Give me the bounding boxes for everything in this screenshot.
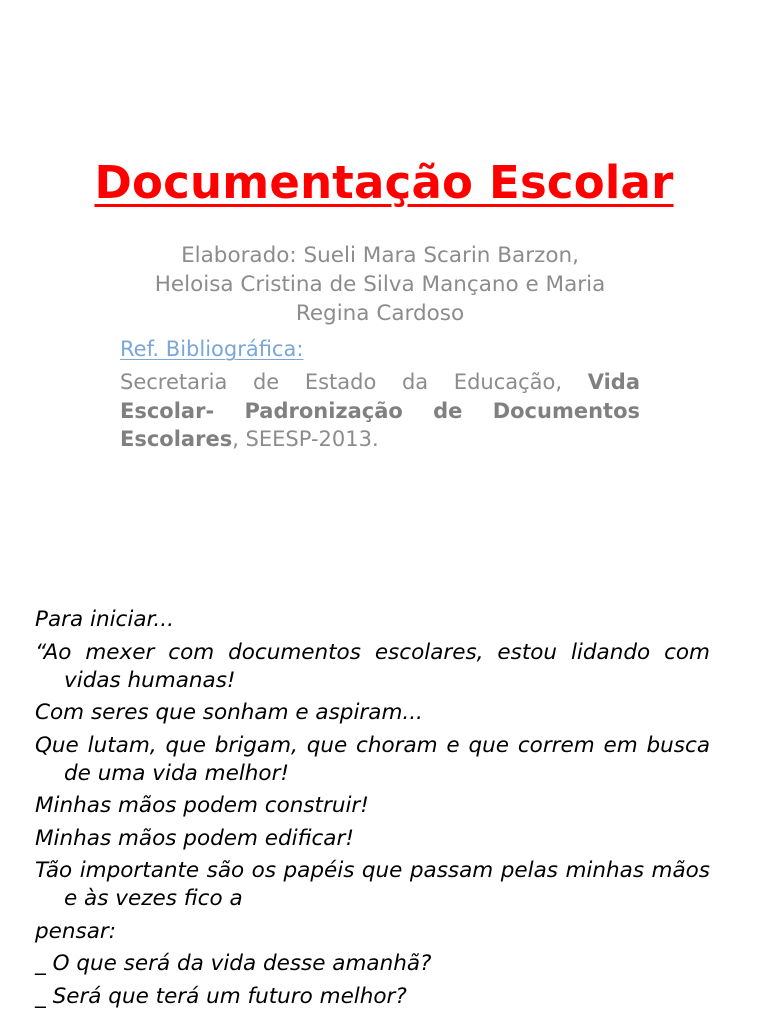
reference-suffix: , SEESP-2013. (232, 427, 379, 451)
paragraph: _ O que será da vida desse amanhã? (35, 951, 432, 976)
reference-title: Vida Escolar- Padronização de Documentos Escolares (120, 370, 640, 451)
poem-text (35, 606, 710, 1015)
paragraph: “Ao mexer com documentos escolares, estou lidando com vidas humanas! (35, 639, 710, 693)
paragraph: Com seres que sonham e aspiram... (35, 700, 423, 725)
slide-title: Documentação Escolar (94, 156, 674, 209)
paragraph: Tão importante são os papéis que passam pelas minhas mãos e às vezes fico a (35, 858, 710, 911)
authors-block (100, 241, 660, 328)
paragraph: _ Será que terá um futuro melhor? (35, 983, 407, 1009)
paragraph: pensar: (35, 918, 116, 944)
bibliography-link[interactable]: Ref. Bibliográfica: (120, 337, 304, 361)
bibliography-reference (120, 368, 640, 454)
paragraph: Que lutam, que brigam, que choram e que correm em busca de uma vida melhor! (35, 732, 710, 786)
paragraph: Minhas mãos podem edificar! (35, 825, 354, 851)
reference-prefix: Secretaria de Estado da Educação, (120, 370, 588, 394)
authors-line: Elaborado: Sueli Mara Scarin Barzon, (181, 243, 579, 268)
paragraph: Para iniciar... (35, 607, 174, 632)
paragraph: Minhas mãos podem construir! (35, 793, 369, 818)
authors-line: Regina Cardoso (295, 301, 465, 326)
content-slide (0, 576, 768, 1024)
authors-line: Heloisa Cristina de Silva Mançano e Maria (154, 272, 606, 297)
